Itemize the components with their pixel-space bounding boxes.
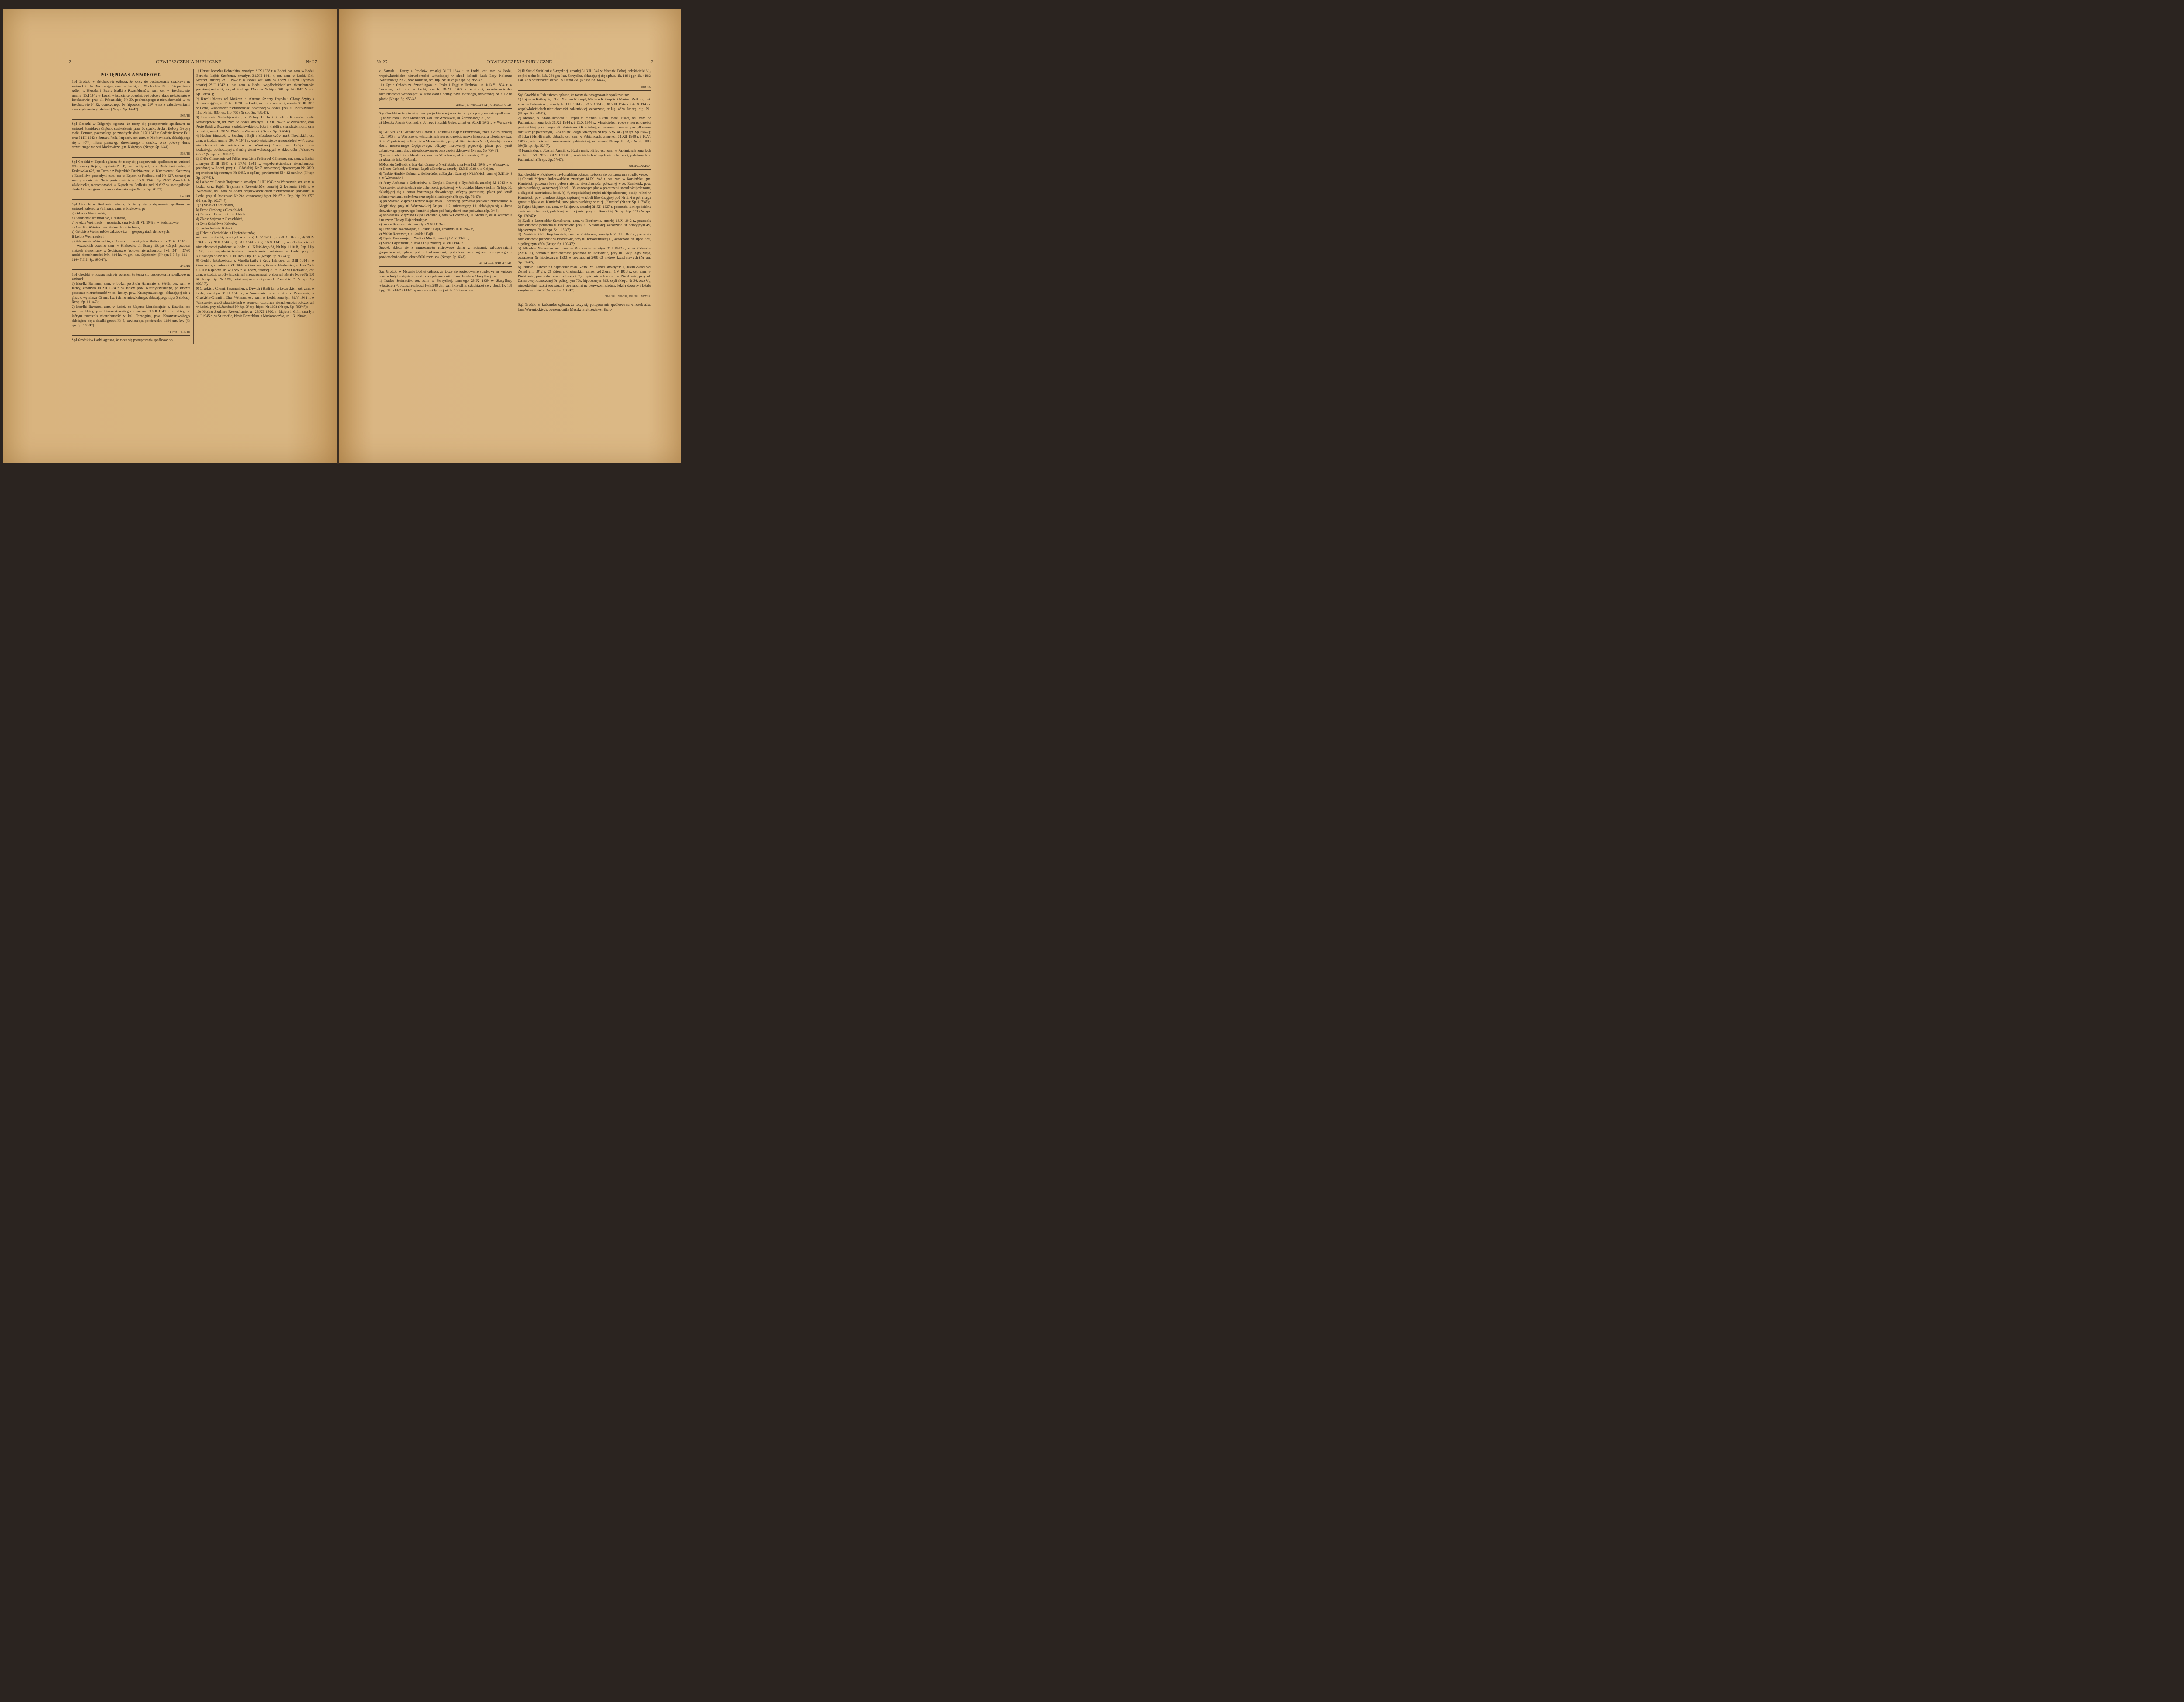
- column-1-entries: [72, 79, 190, 342]
- notice-divider: [518, 90, 651, 91]
- notice-paragraph: Sąd Grodzki w Pabianicach ogłasza, że toczy się postępowanie spadkowe po: 1) Lajzerze Rotkopfie, Chaji Mariem Rotkopf, Michale Rotkopfie i Mariem Rotkopf, ost. zam. w Pabianicach, zmarłych: 1.III 1944 r., 23.V 1934 r., 10.VIII 1944 r. i 4.IX 1943 r. współwłaścicielach nieruchomości pabianickiej, oznaczonej nr hip. 482a, Nr rep. hip. 591 (Nr spr. Sp. 64/47); 2) Mordce, s. Arona-Henocha i Frajdli c. Mendla Elkana małż. Fiszer, ost. zam. w Pabianicach, zmarłych 31.XII 1944 r. i 15.X 1944 r., właścicielach połowy nieruchomości pabianickiej, przy zbiegu ulic Bożniczne i Kościelnej, oznaczonej numerem porządkowym miejskim (hipotecznym) 128a objętej księgą wieczystą Nr rep. K.W. 412 (Nr spr. Sp. 56/47); 3) Icku i Hendli małż. Urbach, ost. zam. w Pabianicach, zmarłych 31.XII 1940 r. i 10.VI 1942 r., właścicielach nieruchomości pabianickiej, oznaczonej Nr rep. hip. 4, a Nr hip. 88 i 89 (Nr spr. Sp. 62/47); 4) Franciszku, s. Józefa i Amalii, c. Józefa małż. Hiller, ost. zam. w Pabianicach, zmarłych w dniu: 9.VI 1925 r. i 8.VII 1931 r., właścicielach różnych nieruchomości, położonych w Pabianicach (Nr spr. Sp. 57/47).: [518, 93, 651, 162]
- notice-reference-code: 640/48.: [180, 193, 190, 198]
- notice-reference-code: 561/48—564/48.: [628, 164, 651, 168]
- notice-divider: [72, 199, 190, 200]
- notice-paragraph: Sąd Grodzki w Bełchatowie ogłasza, że toczy się postępowanie spadkowe na wniosek Chila Birencwajga, zam. w Łodzi, ul. Wschodnia 15 m. 14 po Surze Adler, c. Herszka i Estery Małki z Rozenblumów, zam. ost. w Bełchatowie, zmarłej 15.I 1942 w Łodzi, właścicielce południowej połowy placu położonego w Bełchatowie, przy ul. Pabianickiej Nr 39, pochodzącego z nieruchomości w m. Bełchatowie N 32, oznaczonego Nr hipotecznym 21²⁷ wraz z zabudowaniami, rosnącą drzewiną i płotami (Nr spr. Sp. 16/47).: [72, 79, 190, 111]
- issue-number: Nr 27: [306, 60, 317, 65]
- notice-paragraph: Sąd Grodzki w Mogielnicy, pow. grójeckiego ogłasza, że toczą się postępowania spadkowe: 1) na wniosek Hindy Mordianer, zam. we Wrocławiu, ul. Żeromskiego 21, po: a) Moszku Aronie Gothard, s. Jojnego i Ruchli Geles, zmarłym 30.XII 1942 r. w Warszawie i b) Geli vel Reli Gothard vel Gotard, c. Lejbusia i Łaji z Frydrychów, małż. Geles, zmarłej 12.I 1943 r. w Warszawie, właścicielach nieruchomości, nazwa hipoteczna „Jordanowicze, Blima”, położonej w Grodzisku Mazowieckim, przy ul. Sienkiewicza Nr 23, składająca się z domu murowanego 2-piętrowego, oficyny murowanej piętrowej, placu pod tymiż zabudowaniami, placu niezabudowanego oraz części składowej (Nr spr. Sp. 75/47); 2) na wniosek Hindy Mordianer, zam. we Wrocławiu, ul. Żeromskiego 21 po: a) Abramie Icku Gelbardt, b)Mosieju Gelbardt, s. Ezryla i Czarnej z Nycińskich, zmarłym 15.II 1943 r. w Warszawie, c) Nesze Gelbard, c. Berka i Rajzli z Błanków, zmarłej 13.XII 1930 r. w Grójcu, d) Taubie Hindzie Gulman z Gelbardtów, c. Ezryla i Czarnej z Nicińskich, zmarłej 5.III 1943 r. w Warszawie i e) Jenty Ambaras z Gelbardtów, c. Ezryla i Czarnej z Nycińskich, zmarłej 8.I 1943 r. w Warszawie, właścicielach nieruchomości, położonej w Grodzisku Mazowieckim Nr hip. 56, składającej się z domu frontowego drewnianego, oficyny parterowej, placu pod temiż zabudowaniami, podwórza oraz części składowych (Nr spr. Sp. 76/47); 3) po Szlamie Majerze i Rywce Rajzli małż. Rozenberg, pozostała połowa nieruchomości w Mogielnicy, przy ul. Warszawskiej Nr pol. 112, orientacyjny 11, składająca się z domu drewnianego piętrowego, komórki, placu pod budynkami oraz podwórza (Sp. 3/48); 4) na wniosek Mojżesza Lejba Lebenthala, zam. w Grodzisku, ul. Krótka 6, dział. w imieniu i na rzecz Chawy Hajdenkruk po: a) Janklu Rozenwajnie, zmarłym 9.XII 1934 r., b) Dawidzie Rozenwajnie, s. Jankla i Bajli, zmarłym 10.II 1942 r., c) Wołku Rozenwajn, s. Jankla i Bajli, d) Dynie Rozenwajn, c. Wołka i Mindli, zmarłej 12. V. 1942 r., e) Surze Hajdenkruk, c. Icka i Łaji, zmarłej 31.VIII 1942 r. Spadek składa się z murowanego piętrowego domu z facjatami, zabudowaniami gospodarskimi, placu pod zabudowaniami, podwórza oraz ogrodu warzywnego o powierzchni ogólnej około 5000 metr. kw. (Nr spr. Sp. 6/48).: [379, 111, 512, 259]
- page-number: 3: [651, 60, 653, 65]
- notice-reference-code: 400/48, 487/48—493/48, 553/48—555/48.: [456, 103, 512, 107]
- notice-paragraph: c. Szmula i Estery z Prochów, zmarłej 31.III 1944 r. w Łodzi, ost. zam. w Łodzi, współwłaścicielce nieruchomości wchodzącej w skład kolonii Łask Lasy Kolumna Walewskiego Nr 2, pow. łaskiego, rep. hip. Nr 103¹⁸ (Nr spr. Sp. 955/47. 11) Cynie Orbach ze Szmerlingów, c. Joska i Fajgi z Hechtów, ur. 1/13.V 1894 r. w Tuszynie, ost. zam. w Łodzi, zmarłej 30.XII 1943 r. w Łodzi, współwłaścicielce nieruchomości wchodzącej w skład dóbr Chełmy, pow. łódzkiego, oznaczonej Nr 3 i 2 na planie (Nr spr. Sp. 953/47.: [379, 69, 512, 101]
- notice-reference-code: 565/48.: [180, 114, 190, 118]
- notice-paragraph: Sąd Grodzki w Krakowie ogłasza, że toczy się postępowanie spadkowe na wniosek Salomona Perlmana, zam. w Krakowie, po a) Oskarze Weintraubie, b) Salomonie Weintraubie, s. Abrama, c) Frydzie Weintraub — uczniach, zmarłych 31.VII 1942 r. w Sędziszowie, d) Aamili z Weintraubów Steiner false Perlman, e) Gołdzie z Weintraubów Jakubowicz — gospodyniach domowych, f) Leibie Weintraubie i g) Salomonie Weintraubie, s. Aszera — zmarłych w Bełżcu dnia 31.VIII 1942 r. — wszystkich ostatnio zam. w Krakowie, ul. Estery 16, po których pozostał majątek nieruchomy w Sędziszowie (połowa nieruchomości lwh. 244 i 27/96 części nieruchomości lwh. 484 kś. w. gm. kat. Sędziszów (Nr spr. I 3 Sp. 611—616/47, I. I. Sp. 630/47).: [72, 202, 190, 262]
- column-2: [515, 69, 653, 314]
- right-page: [339, 9, 681, 463]
- text-columns: [69, 69, 317, 344]
- column-2-entries: [196, 69, 314, 319]
- left-page: [3, 9, 337, 463]
- header-title: OBWIESZCZENIA PUBLICZNE: [156, 60, 221, 65]
- text-columns: [377, 69, 653, 314]
- notice-paragraph: 1) Herszu Moszku Dobreckim, zmarłym 2.IX 1938 r. w Łodzi, ost. zam. w Łodzi, Boruchu Łajbie Szefnerze, zmarłym 31.XII 1941 r., ost. zam. w Łodzi, Gitli Szefner, zmarłej 28.II 1942 r. w Łodzi, ost. zam. w Łodzi i Rajzli Frydman, zmarłej 28.II 1942 r., ost. zam. w Łodzi, współwłaścicielach nieruchomości położonej w Łodzi, przy ul. Sterlinga 12a, ozn. Nr hipot. 398 rep. hip. 847 (Nr spr. Sp. 336/47); 2) Ruchli Mozes vel Mojżesz, c. Abrama Szlamy Frajnda i Chany Szyfry z Rozencwajgów, ur. 11.VII 1879 r. w Łodzi, ost. zam. w Łodzi, zmarłej 31.III 1940 w Łodzi, właścicielce nieruchomości położonej w Łodzi, przy ul. Piotrkowskiej 116, Nr hip. 836 rep. hip. 766 (Nr spr. Sp. 468/47); 3) Szymonie Szaladajewskim, s. Zelmy Hilela i Rajzli z Rozenów, małż. Szaladajewskich, ost. zam. w Łodzi, zmarłym 31.XII 1942 r. w Warszawie, oraz Pesie Rajzli z Rozenów Szaladajewskiej, c. Icka i Frajdli z Sieradzkich, ost. zam. w Łodzi, zmarłej 30.VI 1942 r. w Warszawie (Nr spr. Sp. 866/47); 4) Nachne Binsztok, c. Szachny i Bajli z Moszkowiczów małż. Nowickich, ost. zam. w Łodzi, zmarłej 30. IV 1942 r., współwłaścicielce niepodzielnej w ¹/₂ części nieruchomości niehipotekowanej w Wiśniowej Górze, gm. Brójce, pow. Łódzkiego, pochodzącej z 3 mórg ziemi wchodzących w skład dóbr „Wiśniowa Góra” (Nr spr. Sp. 948/47); 5) Chilu Gliksmanie vel Feliks oraz Libie Feliks vel Gliksman, ost. zam. w Łodzi, zmarłym 31.III 1941 r. i 17.VI 1941 r., współwłaścicielach nieruchomości położonej w Łodzi, przy ul. Gdańskiej Nr 7, oznaczonej hipotecznym Nr 2820, repertorium hipotecznym Nr 6463, o ogólnej powierzchni 554,82 mtr. kw. (Nr spr. Sp. 587/47); 6) Łajbie vel Leonie Trajsmanie, zmarłym 31.III 1943 r. w Warszawie, ost. zam. w Łodzi, oraz Rajzli Trajsman z Rozenfeldów, zmarłej 2 kwietnia 1943 r. w Warszawie, ost. zam. w Łodzi, współwłaścicielach nieruchomości położonej w Łodzi przy ul. Mostowej Nr 26a, oznaczonej hipot. Nr 671a, Rep. hip. Nr 3773 (Nr spr. Sp. 1027/47); 7) a) Moszku Ciesielskim, b) Ferce Ginsberg z Ciesielskich, c) Frymcele Besser z Ciesielskich, d) Złacie Stajman z Ciesielskich, e) Ewie Sokołów z Kohnów, f) Izaaku Natanie Kohn i g) Helenie Ciesielskiej z Hopfenblumów, ost. zam. w Łodzi, zmarłych w dniu a) 18.V 1943 r., c) 31.X 1942 r., d) 20.IV 1941 r., e) 28.II 1940 r., f) 31.I 1940 r. i g) 16.X 1941 r., współwłaścicielach nieruchomości położonej w Łodzi, ul. Kilińskiego 63, Nr hip. 1110 B, Rep. Hip. 1260, oraz współwłaścicielach nieruchomości położonej w Łodzi przy ul. Kilińskiego 65 Nr hip. 1110. Rep. Hip. 1514 (Nr spr. Sp. 939/47); 8) Godelu Jakubowiczu, s. Mendla Łajby i Rudy Infeldów, ur. 3.III 1884 r. w Ozorkowie, zmarłym 2.VII 1942 w Ozorkowie, Esterze Jakubowicz, c. Icka Zajfa i Elli z Rajchów, ur. w 1885 r. w Łodzi, zmarłej 31.V 1942 w Ozorkowie, ost. zam. w Łodzi, współwłaścicielach nieruchomości w dobrach Bałuty Nowe Nr 101 lit. A rep. hip. Nr 16⁹⁸, położonej w Łodzi przy ul. Dworskiej 7 (Nr spr. Sp. 808/47); 9) Chaskielu Chemii Pasamaniku, s. Dawida i Bajli Łaji z Łęczyckich, ost. zam. w Łodzi, zmarłym 31.III 1941 r., w Warszawie, oraz po Aronie Pasamanik, s. Chaskiela-Chemii i Chai Wolman, ost. zam. w Łodzi, zmarłym 31.V 1941 r. w Warszawie, współwłaścicielach w równych częściach nieruchomości położonych w Łodzi, przy ul. Jakuba 8 Nr hip. 3² rep. hipot. Nr 1092 (Nr spr. Sp. 793/47); 10) Mośeiu Szulimie Rozenblumie, ur. 23.XII 1900, s. Majera i Gitli, zmarłym 31.I 1945 r., w Stutthofie, Idesie Rozenblum z Mośkowiczów, ur. 1.X 1904 r.,: [196, 69, 314, 318]
- page-header: [69, 58, 317, 65]
- notice-reference-code: 396/48—399/48, 556/48—557/48.: [605, 294, 651, 299]
- notice-reference-code: 424/48.: [180, 264, 190, 268]
- notice-paragraph: Sąd Grodzki w Krasnymstawie ogłasza, że toczą się postępowania spadkowe na wniosek: 1) Mordki Harmana, zam. w Łodzi, po Srulu Harmanie, s. Wolfa, ost. zam. w Izbicy, zmarłym 10.XII 1934 r. w Izbicy, pow. Krasnystawskiego, po którym pozostała nieruchomość w os. Izbicy, pow. Krasnystawskiego, składającej się z placu o wymiarze 83 mtr. kw. i domu mieszkalnego, składającego się z 5 ubikacji Nr sp. Sp. 111/47); 2) Mordki Harmana, zam. w Łodzi, po Majerze Mondsztajnie, s. Dawida, ost. zam. w Izbicy, pow. Krasnystawskiego, zmarłym 31.XII 1941 r. w Izbicy, po którym pozostała nieruchomość w kol. Tarnogóra, pow. Krasnystawskiego, składająca się z działki gruntu Nr 5, zawierająca powierzchni 1184 mtr. kw. (Nr spr. Sp. 110/47).: [72, 272, 190, 328]
- notice-divider: [72, 119, 190, 120]
- column-1: [377, 69, 515, 314]
- notice-divider: [72, 335, 190, 336]
- notice-reference-code: 558/48.: [180, 151, 190, 155]
- column-1: [69, 69, 193, 344]
- page-number: 2: [69, 60, 72, 65]
- notice-paragraph: 2) Ili Süssel Steinlauf z Skrzydlnej, zmarłej 31.XII 1946 w Mszanie Dolnej, właścicielki ³/₁₄ części realności lwh. 280 gm. kat. Skrzydlna, składającej się z pbud. 1k. 189 i pgr. 1k. 410/2 i 413/2 o powierzchni około 150 sążni kw. (Nr spr. Sp. 64/47).: [518, 69, 651, 83]
- column-1-entries: [379, 69, 512, 293]
- notice-paragraph: Sąd Grodzki w Piotrkowie Trybunalskim ogłasza, że toczą się postępowania spadkowe po: 1) Chemii Majerze Dobrowolskim, zmarłym 14.IX 1942 r., ost. zam. w Kamieńsku, gm. Kamieńsk, pozostała lewa połowa niehip. nieruchomości położonej w os. Kamieńsk, pow. piotrkowskiego, oznaczonej Nr pol. 138 stanowiąca plac o przestrzeni: szerokości jedenastu, a długości czterdziestu łokci, b) ³/₄ niepodzielnej części niehipotekowanej osady rolnej w Kamieńsk, pow. piotrkowskiego, zapisanej w tabeli likwidacyjnej pod Nr 11-i o pół morga gruntu z łąką w os. Kamieńsk, pow. piotrkowskiego w miej. „Krucice” (Nr spr. Sp. 117/47); 2) Rajzli Majzner, ost. zam. w Sulejowie, zmarłej 31.XII 1927 r. pozostała ¼ niepodzielna część nieruchomości, położonej w Sulejowie, przy ul. Koneckiej Nr rep. hip. 111 (Nr spr. Sp. 120/47); 3) Zysli z Rozentalów Szmulewicz, zam. w Piotrkowie, zmarłej 18.X 1942 r., pozostała nieruchomość położona w Piotrkowie, przy ul. Sieradzkiej, oznaczona Nr policyjnym 49, hipotecznym 39 (Nr spr. Sp. 115/47); 4) Dawidzie i Etli Bogdańskich, zam. w Piotrkowie, zmarłych 31.XII 1942 r., pozostała nieruchomość położona w Piotrkowie, przy ul. Jerozolimskiej 19, oznaczona Nr hipot. 525, a policyjnym 450a (Nr spr. Sp. 100/47); 5) Alfredzie Majznerze, ost. zam. w Piotrkowie, zmarłym 31.I 1942 r., w m. Czkanów (Z.S.R.R.), pozostała nieruchomość położona w Piotrkowie, przy ul. Aleja 3-go Maja, oznaczona Nr hipotecznym 1333, o powierzchni 2083,63 metrów kwadratowych (Nr spr. Sp. 91/47); 6) Jakubie i Esterze z Chojnackich małż. Zemel vel Zamel, zmarłych: 1) Jakub Zamel vel Zemel 2.II 1942 r., 2) Estera z Chojnackich Zamel vel Zemel, 1.V 1938 r., ost. zam. w Piotrkowie, pozostało prawo własności ¹/₄₅ części nieruchomości w Piotrkowie, przy ul. Zamurowej, oznaczonej Nr policyjnym 76a, hipotecznym 313, czyli sklepu Nr 36, oraz ¹/₄₅ niepodzielnej części podwórza i powierzchni na pierwszym piętrze: lokalu dozorcy i lokalu zwązku rzeźników (Nr spr. Sp. 136/47).: [518, 172, 651, 292]
- notice-reference-code: 416/48—418/48, 420/48.: [479, 261, 512, 266]
- notice-paragraph: Sąd Grodzki w Biłgoraju ogłasza, że toczy się postępowanie spadkowe: na wniosek Stanisława Głąba, o stwierdzenie praw do spadku Srula i Debory Dwojry małż. Herman, pozostałego po zmarłych: dnia 31.X 1942 r. Gołdzie Rywce Feil, oraz 31.III 1942 r. Szmulu Feilu, kupcach, ost. zam. w Morkowicach, składającego się z 40⁰/₀ młyna parowego drewnianego i tartaku, oraz połowy domu drewnianego we wsi Markowicze, gm. Księżopol (Nr spr. Sp. 1/48).: [72, 122, 190, 149]
- notice-reference-code: 639/48.: [641, 84, 651, 89]
- page-header: [377, 58, 653, 65]
- notice-divider: [72, 269, 190, 270]
- notice-divider: [518, 169, 651, 170]
- notice-reference-code: 414/48—415/48.: [168, 329, 190, 334]
- notice-paragraph: Sąd Grodzki w Radomsku ogłasza, że toczy się postępowanie spadkowe na wniosek adw. Jana Woroniockiego, pełnomocnika Moszka Brajtberga vel Brajt-: [518, 303, 651, 311]
- notice-paragraph: Sąd Grodzki w Mszanie Dolnej ogłasza, że toczy się postępowanie spadkowe na wniosek Izraela Judy Lustgartena, zast. przez pełnomocnika Jana Hanulę w Skrzydlnej, po 1) Izaaku Steinlaufie, ost. zam. w Skrzydlnej, zmarłego 29.IX 1939 w Skrzydlnej, właściciela ³/₁₄ części realności lwh. 280 gm. kat. Skrzydlna, składającej się z pbud. 1k. 189 i pgr. 1k. 410/2 i 413/2 o powierzchni łącznej około 150 sążni kw.: [379, 269, 512, 292]
- column-2-entries: [518, 69, 651, 312]
- notice-paragraph: Sąd Grodzki w Łodzi ogłasza, że toczą się postępowania spadkowe po:: [72, 338, 174, 342]
- section-title: POSTĘPOWANIA SPADKOWE.: [100, 72, 162, 77]
- notice-divider: [72, 157, 190, 158]
- header-title: OBWIESZCZENIA PUBLICZNE: [487, 60, 552, 65]
- issue-number: Nr 27: [377, 60, 388, 65]
- column-2: [193, 69, 317, 344]
- notice-paragraph: Sąd Grodzki w Kętach ogłasza, że toczy się postępowanie spadkowe; na wniosek Władysławy Kejdry, asystenta P.K.P., zam. w Kętach, pow. Biała Krakowska, ul. Krakowska 626, po Teresie z Bajorskich Dudziakowej, c. Kazimierza i Katarzyny z Kasolików, gospodyni, zam. ost. w Kętach na Podlesiu pod Nr. 627, uznanej za zmarłą w kwietniu 1943 r. postanowieniem z 15.XI 1947 r. Zg. 20/47. Zmarła była właścicielką nieruchomości w Kętach na Podlesiu pod N 627 w szczególności około 15 arów gruntu i domku drewnianego (Nr spr. Sp. 97/47).: [72, 159, 190, 192]
- notice-divider: [379, 266, 512, 267]
- notice-divider: [379, 108, 512, 109]
